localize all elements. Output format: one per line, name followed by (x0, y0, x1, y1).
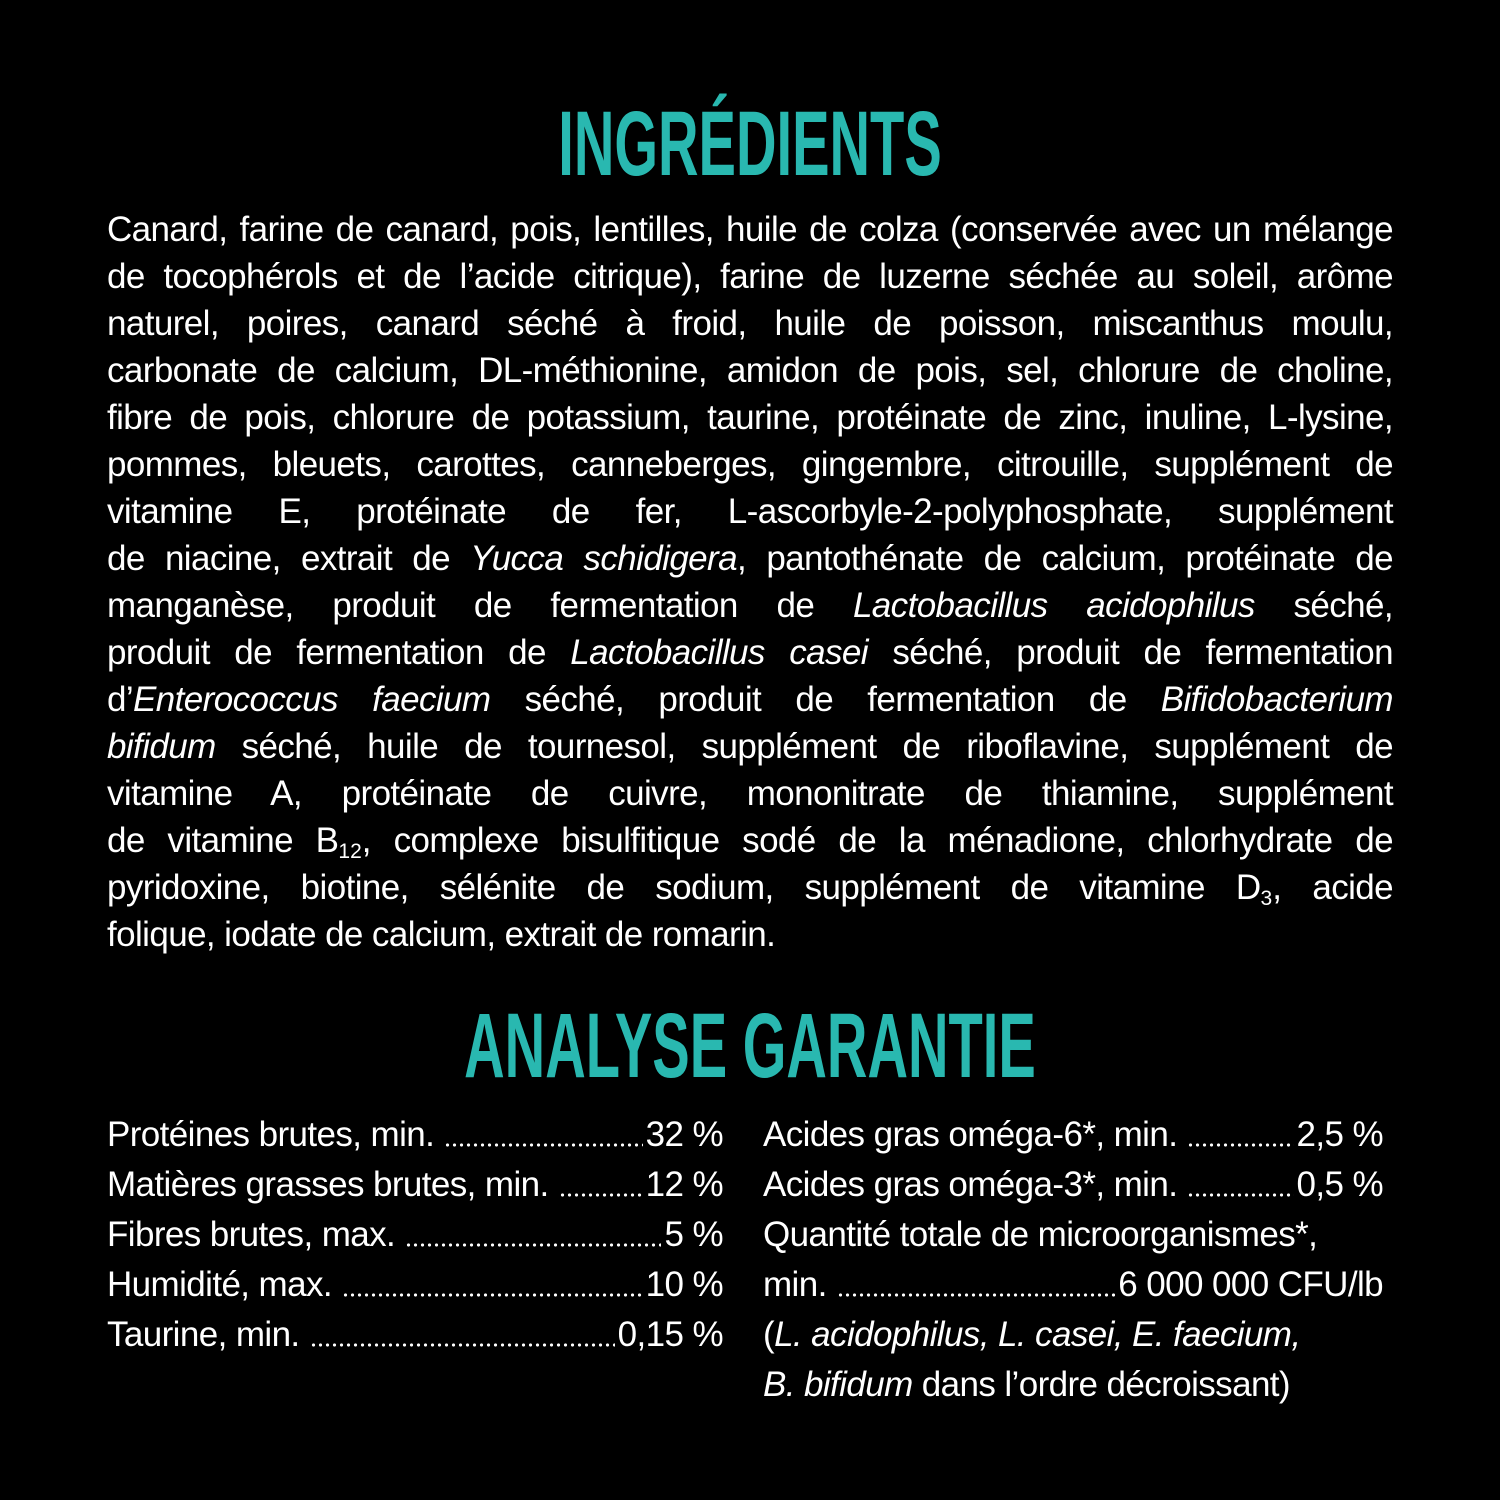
ingredient-text: , complexe bisulfitique sodé de la ménadione, chlorhydrate de (361, 821, 1393, 860)
ingredient-line (107, 347, 1393, 394)
dot-leader (310, 1310, 615, 1360)
ingredient-italic-text: Lactobacillus casei (570, 633, 868, 672)
analysis-value: 12 % (645, 1165, 723, 1204)
analysis-value: 10 % (645, 1265, 723, 1304)
ingredient-text: Canard, farine de canard, pois, lentilles, huile de colza (conservée avec un mélange (107, 210, 1393, 249)
ingredient-line (107, 300, 1393, 347)
note-species-italic: L. acidophilus, L. casei, E. faecium, (774, 1315, 1301, 1354)
guaranteed-analysis-heading: ANALYSE GARANTIE (464, 995, 1036, 1097)
analysis-value: 0,5 % (1296, 1165, 1383, 1204)
ingredient-text: carbonate de calcium, DL-méthionine, amidon de pois, sel, chlorure de choline, (107, 351, 1393, 390)
ingredient-text: pommes, bleuets, carottes, canneberges, gingembre, citrouille, supplément de (107, 445, 1393, 484)
microorganisms-note-line (763, 1360, 1383, 1410)
ingredient-text: folique, iodate de calcium, extrait de romarin. (107, 915, 776, 954)
ingredient-text: naturel, poires, canard séché à froid, huile de poisson, miscanthus moulu, (107, 304, 1393, 343)
ingredients-heading: INGRÉDIENTS (558, 93, 942, 195)
ingredient-line (107, 911, 1393, 958)
ingredient-text: séché, produit de fermentation de (490, 680, 1161, 719)
ingredient-line (107, 535, 1393, 582)
analysis-label: min. (763, 1265, 827, 1304)
ingredient-line (107, 770, 1393, 817)
dot-leader (559, 1160, 643, 1210)
analysis-label: Quantité totale de microorganismes*, (763, 1215, 1318, 1254)
ingredient-text: séché, (1254, 586, 1393, 625)
analysis-label: Fibres brutes, max. (107, 1215, 396, 1254)
ingredient-line (107, 441, 1393, 488)
ingredient-line (107, 817, 1393, 864)
dot-leader (1187, 1110, 1293, 1160)
analysis-label: Acides gras oméga-3*, min. (763, 1165, 1178, 1204)
ingredient-italic-text: Lactobacillus acidophilus (852, 586, 1255, 625)
analysis-row-microorganisms (763, 1260, 1383, 1310)
analysis-value: 6 000 000 CFU/lb (1118, 1265, 1383, 1304)
note-text: ( (763, 1315, 775, 1354)
analysis-label: Taurine, min. (107, 1315, 300, 1354)
analysis-value: 5 % (664, 1215, 723, 1254)
analysis-label: Acides gras oméga-6*, min. (763, 1115, 1178, 1154)
ingredient-line (107, 676, 1393, 723)
guaranteed-analysis-right-column (763, 1110, 1383, 1410)
analysis-value: 0,15 % (617, 1315, 723, 1354)
ingredient-text: d’ (107, 680, 134, 719)
analysis-row-omega-3 (763, 1160, 1383, 1210)
note-text: dans l’ordre décroissant) (912, 1365, 1290, 1404)
analysis-row-crude-fiber (107, 1210, 723, 1260)
ingredient-text: vitamine A, protéinate de cuivre, mononitrate de thiamine, supplément (107, 774, 1393, 813)
dot-leader (444, 1110, 642, 1160)
dot-leader (837, 1260, 1116, 1310)
ingredient-text: de niacine, extrait de (107, 539, 471, 578)
ingredient-line (107, 629, 1393, 676)
analysis-value: 2,5 % (1296, 1115, 1383, 1154)
analysis-row-microorganisms-label (763, 1210, 1383, 1260)
ingredient-line (107, 864, 1393, 911)
ingredient-text: de vitamine B (107, 821, 339, 860)
ingredient-subscript: 12 (338, 839, 362, 863)
ingredient-italic-text: Bifidobacterium (1160, 680, 1393, 719)
guaranteed-analysis-left-column (107, 1110, 723, 1360)
ingredient-text: séché, huile de tournesol, supplément de riboflavine, supplément de (215, 727, 1393, 766)
ingredient-line (107, 723, 1393, 770)
analysis-label: Protéines brutes, min. (107, 1115, 435, 1154)
ingredient-text: de tocophérols et de l’acide citrique), farine de luzerne séchée au soleil, arôme (107, 257, 1393, 296)
analysis-row-crude-fat (107, 1160, 723, 1210)
analysis-label: Matières grasses brutes, min. (107, 1165, 549, 1204)
ingredient-line (107, 582, 1393, 629)
ingredient-italic-text: bifidum (107, 727, 216, 766)
ingredient-line (107, 253, 1393, 300)
analysis-row-omega-6 (763, 1110, 1383, 1160)
ingredient-subscript: 3 (1260, 886, 1273, 910)
ingredient-line (107, 488, 1393, 535)
dot-leader (405, 1210, 661, 1260)
ingredient-line (107, 206, 1393, 253)
ingredient-text: vitamine E, protéinate de fer, L-ascorbyle-2-polyphosphate, supplément (107, 492, 1393, 531)
ingredient-text: pyridoxine, biotine, sélénite de sodium, supplément de vitamine D (107, 868, 1261, 907)
ingredient-text: manganèse, produit de fermentation de (107, 586, 853, 625)
analysis-value: 32 % (645, 1115, 723, 1154)
ingredient-line (107, 394, 1393, 441)
analysis-label: Humidité, max. (107, 1265, 332, 1304)
analysis-row-taurine (107, 1310, 723, 1360)
ingredient-italic-text: Enterococcus faecium (133, 680, 491, 719)
ingredient-italic-text: Yucca schidigera (470, 539, 737, 578)
ingredient-text: fibre de pois, chlorure de potassium, taurine, protéinate de zinc, inuline, L-lysine, (107, 398, 1393, 437)
analysis-row-crude-protein (107, 1110, 723, 1160)
microorganisms-note-line (763, 1310, 1383, 1360)
note-species-italic: B. bifidum (763, 1365, 913, 1404)
ingredients-list (107, 206, 1393, 958)
ingredient-text: séché, produit de fermentation (867, 633, 1393, 672)
analysis-row-moisture (107, 1260, 723, 1310)
ingredient-text: , pantothénate de calcium, protéinate de (736, 539, 1394, 578)
ingredient-text: , acide (1272, 868, 1393, 907)
ingredient-text: produit de fermentation de (107, 633, 571, 672)
dot-leader (1187, 1160, 1293, 1210)
dot-leader (342, 1260, 643, 1310)
